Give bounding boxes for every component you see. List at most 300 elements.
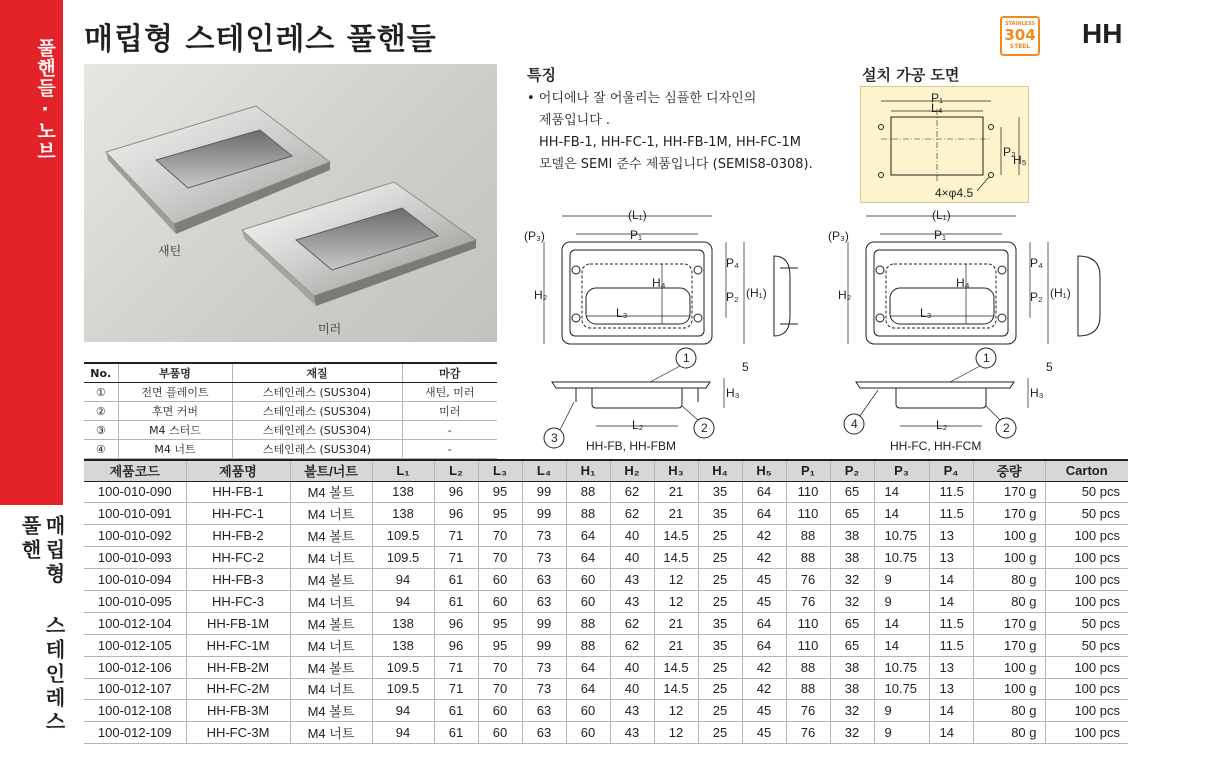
install-h5-label: H₅ [1013,153,1027,167]
parts-header-row [84,363,497,383]
fb-h2-label: H₂ [534,288,548,302]
spec-cell: 14.5 [654,547,698,569]
spec-cell: 65 [830,612,874,634]
spec-cell: 21 [654,634,698,656]
spec-cell: HH-FC-3M [186,722,290,744]
spec-cell: 99 [522,634,566,656]
spec-cell: 64 [566,547,610,569]
spec-cell: 100-010-091 [84,503,186,525]
spec-cell: 88 [786,547,830,569]
spec-header-cell: P₂ [830,460,874,481]
fc-callout-4: 4 [851,417,858,431]
parts-cell: - [402,440,497,459]
spec-cell: 9 [874,700,929,722]
spec-cell: 73 [522,525,566,547]
spec-cell: 88 [566,481,610,503]
spec-cell: 100-012-105 [84,634,186,656]
spec-cell: 50 pcs [1045,481,1128,503]
fc-p2-label: P₂ [1030,290,1043,304]
spec-cell: 88 [786,678,830,700]
spec-cell: 45 [742,590,786,612]
spec-cell: 64 [742,634,786,656]
spec-cell: 65 [830,634,874,656]
spec-cell: 25 [698,590,742,612]
spec-cell: 71 [434,656,478,678]
spec-cell: 9 [874,590,929,612]
spec-cell: 40 [610,678,654,700]
feature-line: 모델은 SEMI 준수 제품입니다 (SEMIS8-0308). [539,157,813,172]
spec-header-cell: 제품명 [186,460,290,481]
spec-cell: 63 [522,722,566,744]
spec-cell: 63 [522,700,566,722]
spec-header-cell: H₄ [698,460,742,481]
spec-cell: 14 [874,612,929,634]
spec-cell: 110 [786,634,830,656]
spec-cell: 21 [654,503,698,525]
parts-header-finish: 마감 [402,363,497,383]
spec-row [84,481,1128,503]
install-l4-label: L₄ [931,101,943,115]
spec-cell: 62 [610,612,654,634]
spec-cell: 100-012-109 [84,722,186,744]
page-title: 매립형 스테인레스 풀핸들 [84,22,437,57]
parts-cell: 새틴, 미러 [402,383,497,402]
spec-cell: HH-FC-2M [186,678,290,700]
fc-p4-label: P₄ [1030,256,1043,270]
spec-cell: 110 [786,503,830,525]
spec-cell: 10.75 [874,678,929,700]
fc-five-label: 5 [1046,360,1053,374]
spec-header-cell: L₄ [522,460,566,481]
spec-cell: M4 볼트 [290,656,372,678]
spec-cell: 100-010-092 [84,525,186,547]
fc-callout-2: 2 [1003,421,1010,435]
spec-cell: 61 [434,569,478,591]
fb-callout-2: 2 [701,421,708,435]
spec-cell: HH-FC-3 [186,590,290,612]
side-tab [0,0,66,761]
spec-cell: 45 [742,722,786,744]
fb-callout-3: 3 [551,431,558,445]
spec-cell: HH-FB-1 [186,481,290,503]
spec-cell: 80 g [973,722,1045,744]
spec-cell: 71 [434,525,478,547]
spec-cell: 32 [830,700,874,722]
spec-cell: 100 pcs [1045,678,1128,700]
spec-cell: 100 pcs [1045,722,1128,744]
fb-l3-label: L₃ [616,306,628,320]
fb-p1-label: P₁ [630,228,643,242]
spec-cell: 109.5 [372,656,434,678]
spec-cell: HH-FB-3 [186,569,290,591]
spec-cell: 64 [566,656,610,678]
parts-cell: 후면 커버 [118,402,232,421]
mirror-label: 미러 [318,322,342,336]
spec-cell: 64 [566,678,610,700]
spec-cell: 64 [742,503,786,525]
spec-cell: 12 [654,590,698,612]
spec-cell: 96 [434,612,478,634]
spec-cell: 11.5 [929,612,973,634]
spec-cell: 43 [610,590,654,612]
spec-cell: 62 [610,634,654,656]
fc-diagram [824,206,1124,456]
install-drawing [860,86,1029,203]
feature-line: 제품입니다 . [539,113,611,128]
spec-header-cell: H₂ [610,460,654,481]
spec-row [84,634,1128,656]
spec-cell: 62 [610,503,654,525]
spec-cell: 65 [830,481,874,503]
spec-header-cell: L₁ [372,460,434,481]
spec-cell: 138 [372,634,434,656]
spec-cell: 25 [698,700,742,722]
spec-cell: 100-012-104 [84,612,186,634]
spec-cell: 95 [478,634,522,656]
parts-cell: M4 너트 [118,440,232,459]
fc-h2-label: H₂ [838,288,852,302]
spec-cell: 14.5 [654,525,698,547]
install-p1-label: P₁ [931,91,944,105]
spec-row [84,525,1128,547]
spec-row [84,612,1128,634]
spec-cell: 60 [478,569,522,591]
spec-header-cell: H₃ [654,460,698,481]
install-title: 설치 가공 도면 [862,66,960,84]
parts-cell: ① [84,383,118,402]
spec-cell: 100 pcs [1045,700,1128,722]
fb-p4-label: P₄ [726,256,739,270]
spec-cell: 138 [372,481,434,503]
spec-cell: HH-FB-2 [186,525,290,547]
spec-cell: 76 [786,590,830,612]
fc-h3-label: H₃ [1030,386,1044,400]
spec-cell: 32 [830,569,874,591]
spec-cell: 11.5 [929,481,973,503]
spec-header-cell: P₄ [929,460,973,481]
spec-cell: 61 [434,722,478,744]
spec-cell: HH-FB-3M [186,700,290,722]
fb-h4-label: H₄ [652,276,666,290]
spec-cell: 42 [742,547,786,569]
spec-cell: 170 g [973,481,1045,503]
spec-cell: 12 [654,722,698,744]
spec-row [84,722,1128,744]
spec-cell: 95 [478,481,522,503]
spec-row [84,656,1128,678]
spec-cell: M4 너트 [290,503,372,525]
spec-cell: 38 [830,547,874,569]
spec-cell: 60 [478,700,522,722]
spec-cell: 170 g [973,612,1045,634]
spec-cell: 64 [742,612,786,634]
feature-line: HH-FB-1, HH-FC-1, HH-FB-1M, HH-FC-1M [539,135,801,150]
spec-cell: M4 너트 [290,547,372,569]
spec-cell: 40 [610,656,654,678]
spec-cell: 38 [830,656,874,678]
spec-cell: 25 [698,525,742,547]
spec-header-row [84,460,1128,481]
spec-cell: 88 [786,525,830,547]
spec-cell: 43 [610,700,654,722]
spec-cell: 50 pcs [1045,503,1128,525]
spec-header-cell: P₁ [786,460,830,481]
spec-cell: 99 [522,612,566,634]
satin-label: 새틴 [158,244,182,258]
spec-cell: 109.5 [372,547,434,569]
spec-cell: 50 pcs [1045,634,1128,656]
spec-cell: HH-FC-1 [186,503,290,525]
spec-cell: 38 [830,525,874,547]
spec-cell: 14 [929,700,973,722]
spec-cell: 96 [434,481,478,503]
spec-cell: 100 pcs [1045,525,1128,547]
spec-cell: M4 볼트 [290,569,372,591]
spec-cell: HH-FC-2 [186,547,290,569]
spec-cell: 170 g [973,503,1045,525]
spec-cell: 11.5 [929,503,973,525]
spec-cell: 42 [742,525,786,547]
spec-cell: M4 볼트 [290,525,372,547]
spec-cell: 110 [786,612,830,634]
spec-cell: 38 [830,678,874,700]
spec-cell: 14 [929,590,973,612]
spec-cell: 100 pcs [1045,656,1128,678]
spec-cell: 60 [478,590,522,612]
spec-cell: 63 [522,590,566,612]
fb-l1-label: (L₁) [628,208,647,222]
fb-h3-label: H₃ [726,386,740,400]
spec-cell: 100-012-108 [84,700,186,722]
fc-l3-label: L₃ [920,306,932,320]
spec-header-cell: 중량 [973,460,1045,481]
parts-cell: 스테인레스 (SUS304) [232,440,402,459]
spec-cell: 40 [610,547,654,569]
fb-caption: HH-FB, HH-FBM [586,439,676,453]
parts-cell: ② [84,402,118,421]
parts-header-material: 재질 [232,363,402,383]
spec-cell: 21 [654,481,698,503]
spec-cell: M4 볼트 [290,481,372,503]
spec-cell: 71 [434,547,478,569]
spec-cell: 12 [654,700,698,722]
spec-cell: 100-012-107 [84,678,186,700]
fb-p2-label: P₂ [726,290,739,304]
spec-cell: 35 [698,634,742,656]
spec-cell: HH-FB-2M [186,656,290,678]
spec-cell: 95 [478,503,522,525]
spec-cell: 76 [786,700,830,722]
spec-cell: 60 [478,722,522,744]
spec-row [84,590,1128,612]
spec-cell: 100-010-093 [84,547,186,569]
spec-cell: 14 [929,569,973,591]
fc-l2-label: L₂ [936,418,948,432]
spec-header-cell: H₅ [742,460,786,481]
spec-cell: 45 [742,569,786,591]
features-text [527,88,847,176]
features-title: 특징 [527,66,556,84]
spec-cell: HH-FB-1M [186,612,290,634]
spec-cell: 80 g [973,700,1045,722]
parts-cell: 스테인레스 (SUS304) [232,402,402,421]
spec-cell: 64 [566,525,610,547]
spec-cell: 109.5 [372,525,434,547]
spec-header-cell: 볼트/너트 [290,460,372,481]
spec-cell: 70 [478,525,522,547]
spec-cell: 100-012-106 [84,656,186,678]
spec-cell: 13 [929,547,973,569]
spec-cell: 25 [698,678,742,700]
parts-cell: 전면 플레이트 [118,383,232,402]
spec-cell: M4 너트 [290,590,372,612]
parts-header-name: 부품명 [118,363,232,383]
spec-cell: 65 [830,503,874,525]
spec-cell: 73 [522,547,566,569]
spec-cell: M4 볼트 [290,612,372,634]
spec-cell: 43 [610,569,654,591]
spec-cell: 95 [478,612,522,634]
spec-cell: 14 [929,722,973,744]
fc-l1-label: (L₁) [932,208,951,222]
spec-cell: 76 [786,569,830,591]
spec-cell: 32 [830,590,874,612]
spec-cell: M4 너트 [290,722,372,744]
spec-cell: 80 g [973,590,1045,612]
spec-cell: 99 [522,503,566,525]
spec-cell: 45 [742,700,786,722]
fc-callout-1: 1 [983,351,990,365]
parts-row [84,383,497,402]
spec-cell: 99 [522,481,566,503]
parts-row [84,421,497,440]
feature-line: • 어디에나 잘 어울리는 심플한 디자인의 [527,91,757,106]
product-photo [84,64,497,342]
spec-cell: 100 pcs [1045,590,1128,612]
side-tab-category: 풀핸들·노브 [34,38,56,161]
spec-cell: 13 [929,678,973,700]
spec-table [84,459,1128,744]
spec-cell: 170 g [973,634,1045,656]
fc-h4-label: H₄ [956,276,970,290]
fb-diagram [520,206,820,456]
spec-cell: 9 [874,569,929,591]
badge-line1: STAINLESS [1004,21,1036,27]
install-p2-label: P₂ [1003,145,1016,159]
spec-cell: 60 [566,590,610,612]
spec-cell: 100-010-090 [84,481,186,503]
fc-caption: HH-FC, HH-FCM [890,439,982,453]
spec-cell: 80 g [973,569,1045,591]
spec-cell: 43 [610,722,654,744]
handles-illustration [84,64,497,342]
fc-p3-label: (P₃) [828,229,849,243]
spec-cell: 94 [372,700,434,722]
spec-cell: M4 볼트 [290,700,372,722]
spec-cell: 63 [522,569,566,591]
spec-cell: 42 [742,678,786,700]
spec-cell: 60 [566,722,610,744]
spec-cell: 10.75 [874,656,929,678]
spec-cell: 73 [522,678,566,700]
install-holes-label: 4×φ4.5 [935,186,974,200]
spec-cell: 94 [372,569,434,591]
spec-cell: 88 [566,503,610,525]
spec-cell: 64 [742,481,786,503]
series-code: HH [1082,18,1123,49]
spec-cell: 13 [929,525,973,547]
fb-five-label: 5 [742,360,749,374]
stainless-304-badge [1000,16,1040,56]
parts-cell: 스테인레스 (SUS304) [232,421,402,440]
spec-cell: 14 [874,481,929,503]
fb-p3-label: (P₃) [524,229,545,243]
spec-cell: 25 [698,547,742,569]
spec-cell: 13 [929,656,973,678]
parts-cell: ④ [84,440,118,459]
spec-cell: 32 [830,722,874,744]
spec-cell: 62 [610,481,654,503]
spec-header-cell: 제품코드 [84,460,186,481]
spec-cell: 96 [434,634,478,656]
parts-cell: - [402,421,497,440]
spec-cell: HH-FC-1M [186,634,290,656]
spec-cell: 25 [698,656,742,678]
spec-cell: 40 [610,525,654,547]
spec-cell: 100-010-094 [84,569,186,591]
spec-cell: 70 [478,547,522,569]
parts-row [84,402,497,421]
spec-cell: 71 [434,678,478,700]
spec-row [84,700,1128,722]
parts-row [84,440,497,459]
spec-cell: 88 [566,634,610,656]
parts-header-no: No. [84,363,118,383]
spec-cell: 11.5 [929,634,973,656]
spec-cell: 60 [566,569,610,591]
spec-cell: 14.5 [654,656,698,678]
parts-cell: 스테인레스 (SUS304) [232,383,402,402]
spec-cell: 14 [874,503,929,525]
spec-cell: 25 [698,569,742,591]
side-tab-section: 매립형 스테인레스 풀핸 [18,515,66,735]
spec-cell: 60 [566,700,610,722]
spec-row [84,678,1128,700]
spec-cell: 76 [786,722,830,744]
spec-cell: 88 [786,656,830,678]
spec-cell: 138 [372,612,434,634]
spec-cell: 110 [786,481,830,503]
spec-cell: 138 [372,503,434,525]
spec-cell: 9 [874,722,929,744]
spec-cell: 94 [372,590,434,612]
badge-line3: STEEL [1009,43,1031,50]
spec-cell: 100 g [973,525,1045,547]
parts-cell: ③ [84,421,118,440]
spec-cell: 70 [478,678,522,700]
spec-cell: 35 [698,503,742,525]
spec-cell: 100 pcs [1045,569,1128,591]
spec-header-cell: L₃ [478,460,522,481]
spec-row [84,547,1128,569]
spec-cell: M4 너트 [290,678,372,700]
fb-l2-label: L₂ [632,418,644,432]
spec-cell: 21 [654,612,698,634]
spec-header-cell: P₃ [874,460,929,481]
parts-cell: M4 스터드 [118,421,232,440]
spec-header-cell: Carton [1045,460,1128,481]
spec-cell: 61 [434,700,478,722]
